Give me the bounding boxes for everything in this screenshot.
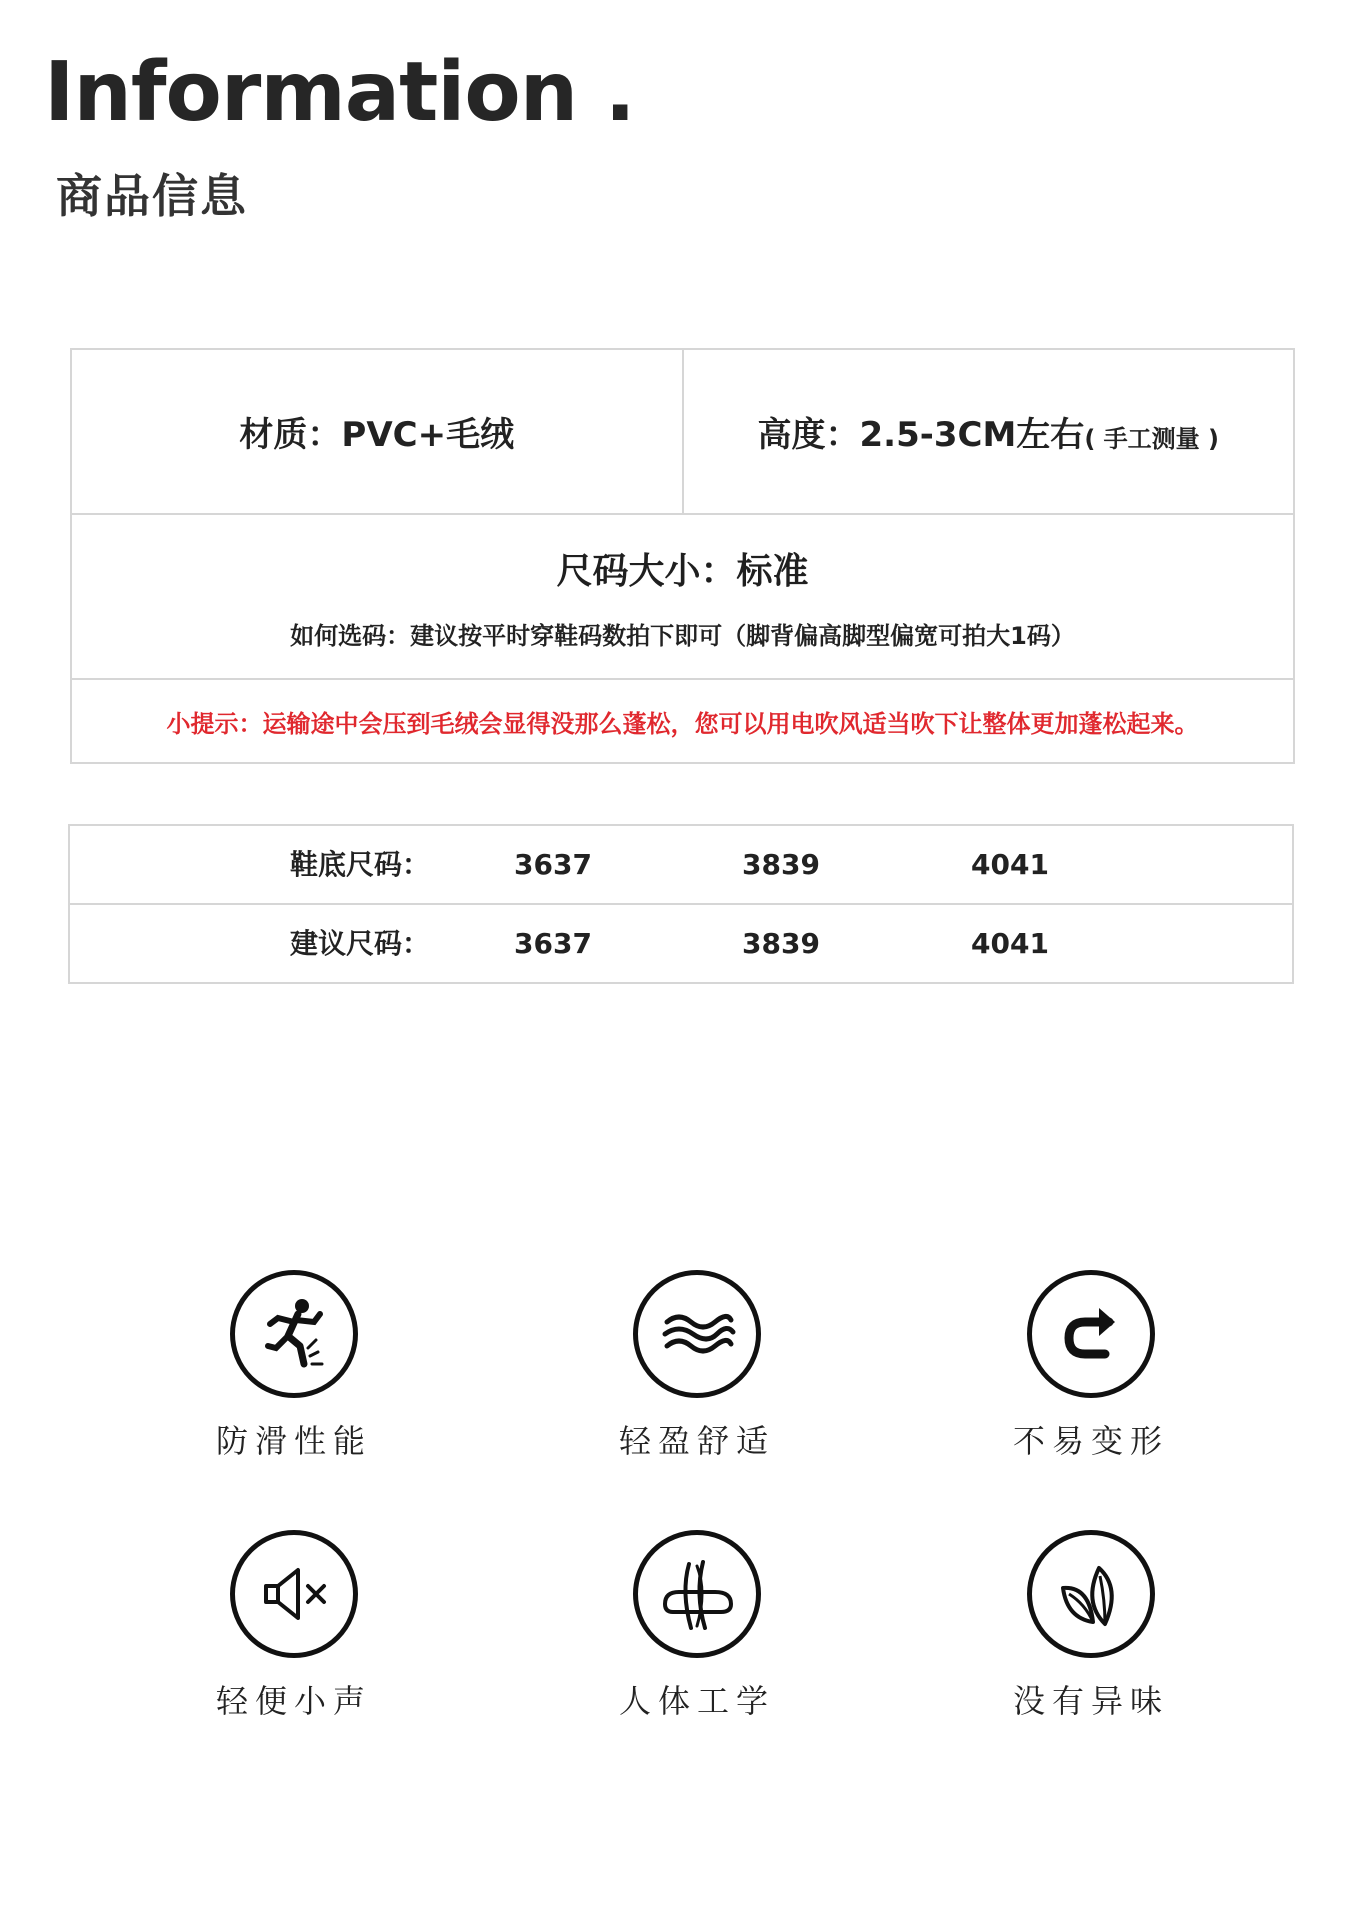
size-tip: 如何选码：建议按平时穿鞋码数拍下即可（脚背偏高脚型偏宽可拍大1码） (290, 621, 1075, 650)
size-value: 3839 (742, 848, 820, 881)
height-cell (682, 350, 1294, 513)
info-row-material-height (72, 350, 1293, 515)
warning-text: 小提示：运输途中会压到毛绒会显得没那么蓬松，您可以用电吹风适当吹下让整体更加蓬松起来。 (166, 709, 1199, 738)
feature-lightweight (577, 1270, 817, 1462)
feature-no-odor (971, 1530, 1211, 1722)
material-cell (72, 350, 682, 513)
size-value: 3637 (514, 927, 592, 960)
size-row-label: 鞋底尺码： (290, 848, 431, 881)
size-table (68, 824, 1294, 984)
height-note: ( 手工测量 ) (1084, 425, 1219, 453)
size-row-sole (70, 826, 1292, 903)
feature-label: 不易变形 (1012, 1422, 1169, 1460)
material-text: 材质：PVC+毛绒 (239, 415, 515, 455)
return-arrow-icon (1027, 1270, 1155, 1398)
info-row-size (72, 515, 1293, 680)
info-table (70, 348, 1295, 764)
speaker-mute-icon (230, 1530, 358, 1658)
info-row-warning (72, 680, 1293, 762)
size-value: 4041 (971, 848, 1049, 881)
waves-icon (633, 1270, 761, 1398)
size-value: 3839 (742, 927, 820, 960)
feature-label: 没有异味 (1012, 1682, 1169, 1720)
page-title-en: Information . (44, 45, 635, 140)
ergonomic-foot-icon (633, 1530, 761, 1658)
feature-anti-slip (174, 1270, 414, 1462)
size-value: 4041 (971, 927, 1049, 960)
page-title-zh: 商品信息 (56, 169, 248, 223)
size-row-suggested (70, 903, 1292, 982)
feature-label: 轻盈舒适 (618, 1422, 775, 1460)
size-title: 尺码大小：标准 (556, 550, 809, 592)
feature-label: 轻便小声 (215, 1682, 372, 1720)
header (44, 45, 635, 226)
feature-label: 防滑性能 (215, 1422, 372, 1460)
feature-no-deform (971, 1270, 1211, 1462)
feature-quiet (174, 1530, 414, 1722)
slip-person-icon (230, 1270, 358, 1398)
feature-label: 人体工学 (618, 1682, 775, 1720)
leaves-icon (1027, 1530, 1155, 1658)
height-text: 高度：2.5-3CM左右 (757, 415, 1085, 455)
size-value: 3637 (514, 848, 592, 881)
size-row-label: 建议尺码： (290, 927, 431, 960)
feature-ergonomic (577, 1530, 817, 1722)
